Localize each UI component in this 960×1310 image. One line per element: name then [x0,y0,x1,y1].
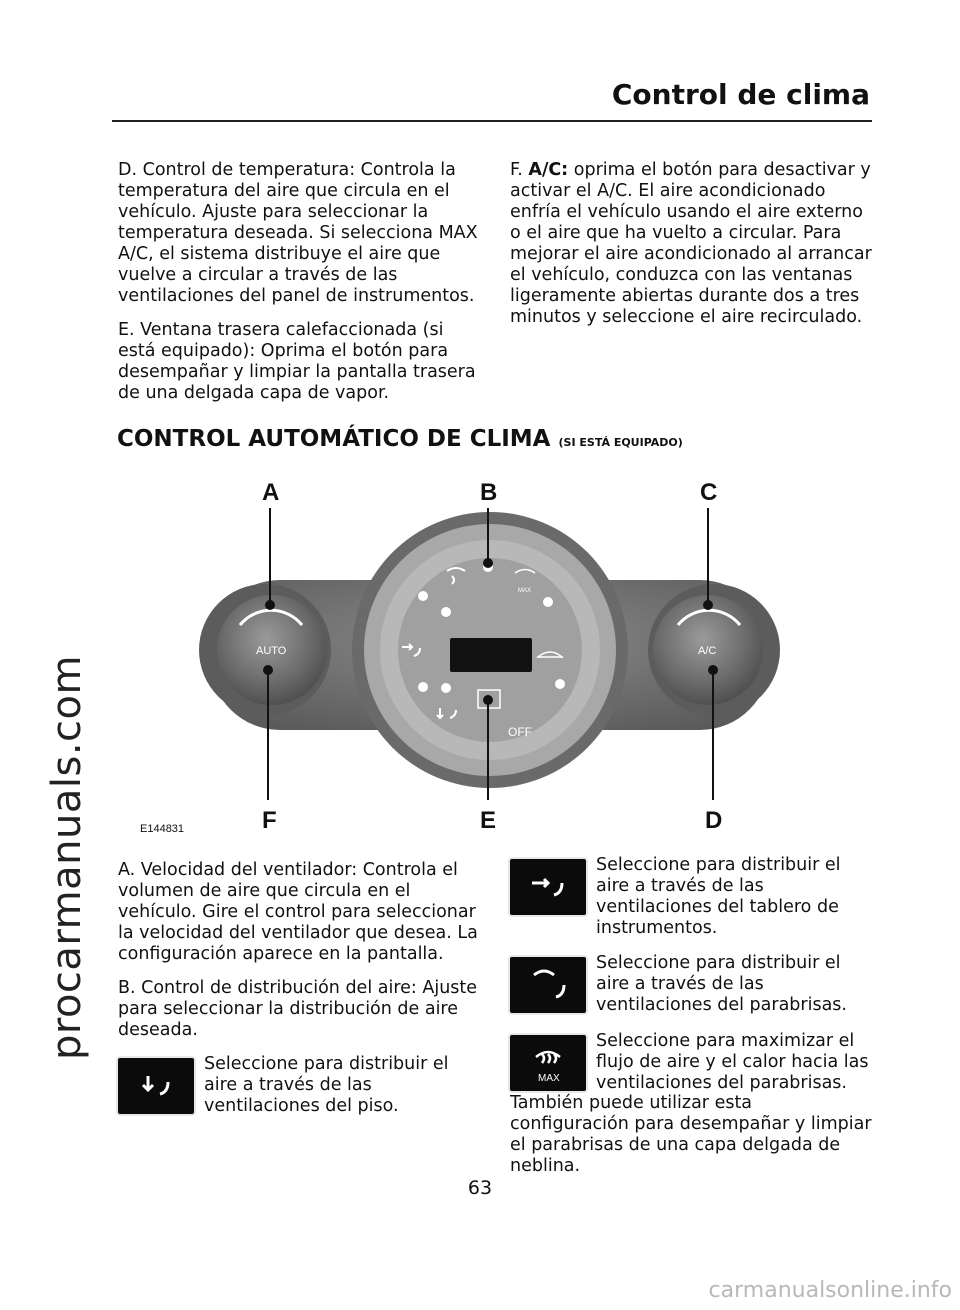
callout-a: A [262,479,280,506]
windshield-entry-text: Seleccione para distribuir el aire a través de las ventilaciones del parabrisas. [596,953,847,1015]
side-watermark: procarmanuals.com [44,655,90,1060]
page-number: 63 [467,1177,493,1199]
right-column-top [510,160,872,341]
floor-vent-icon [118,1058,194,1114]
callout-f: F [262,807,277,834]
off-button-label[interactable]: OFF [508,725,532,739]
ac-button-label[interactable]: A/C [698,645,717,657]
floor-entry [118,1054,480,1118]
max-defrost-label: MAX [518,588,532,594]
max-entry-note: También puede utilizar esta configuración para desempañar y limpiar el parabrisas de una capa delgada de neblina. [510,1093,872,1176]
auto-button-label[interactable]: AUTO [256,645,287,657]
para-temperature-control: D. Control de temperatura: Controla la temperatura del aire que circula en el vehículo. Ajuste para seleccionar la temperatura deseada. Si selecciona MAX A/C, el sistema distribuye el aire que vuelve a circular a través de las ventilaciones del panel de instrumentos. [118,160,478,306]
max-entry-text: Seleccione para maximizar el flujo de aire y el calor hacia las ventilaciones del parabrisas. [596,1031,869,1093]
max-defrost-entry-icon [510,1035,586,1091]
panel-vent-icon [510,859,586,915]
temperature-display [450,638,532,672]
callout-b: B [480,479,498,506]
left-column-bottom [118,860,480,1118]
windshield-vent-icon [510,957,586,1013]
para-air-distribution: B. Control de distribución del aire: Ajuste para seleccionar la distribución de aire deseada. [118,978,478,1040]
climate-control-figure [110,460,850,850]
windshield-entry [510,953,872,1017]
max-icon-label: MAX [538,1073,560,1084]
section-title [117,426,683,452]
page-title: Control de clima [611,78,870,111]
para-ac-label: F. [510,160,523,180]
para-ac-text: oprima el botón para desactivar y activar el A/C. El aire acondicionado enfría el vehículo usando el aire externo o el aire que ha vuelto a circular. Para mejorar el aire acondicionado al arrancar el vehículo, conduzca con las ventanas ligeramente abiertas durante dos a tres minutos y seleccione el aire recirculado. [510,160,872,327]
panel-entry-text: Seleccione para distribuir el aire a través de las ventilaciones del tablero de instrumentos. [596,855,841,938]
callout-c: C [700,479,718,506]
callout-d: D [705,807,723,834]
right-column-bottom [510,855,872,1190]
left-column-top [118,160,480,417]
para-ac-bold: A/C: [528,160,569,180]
figure-id: E144831 [140,823,185,835]
para-fan-speed: A. Velocidad del ventilador: Controla el volumen de aire que circula en el vehículo. Gire el control para seleccionar la velocidad del ventilador que desea. La configuración aparece en la pantalla. [118,860,478,964]
footer-watermark: carmanualsonline.info [708,1278,952,1303]
section-title-sub: (SI ESTÁ EQUIPADO) [558,436,683,449]
header-rule [112,120,872,122]
panel-entry [510,855,872,939]
section-title-main: CONTROL AUTOMÁTICO DE CLIMA [117,426,551,452]
callout-e: E [480,807,497,834]
floor-entry-text: Seleccione para distribuir el aire a través de las ventilaciones del piso. [204,1054,449,1116]
para-ac [510,160,872,328]
para-rear-window: E. Ventana trasera calefaccionada (si está equipado): Oprima el botón para desempañar y limpiar la pantalla trasera de una delgada capa de vapor. [118,320,476,403]
max-entry [510,1031,872,1095]
